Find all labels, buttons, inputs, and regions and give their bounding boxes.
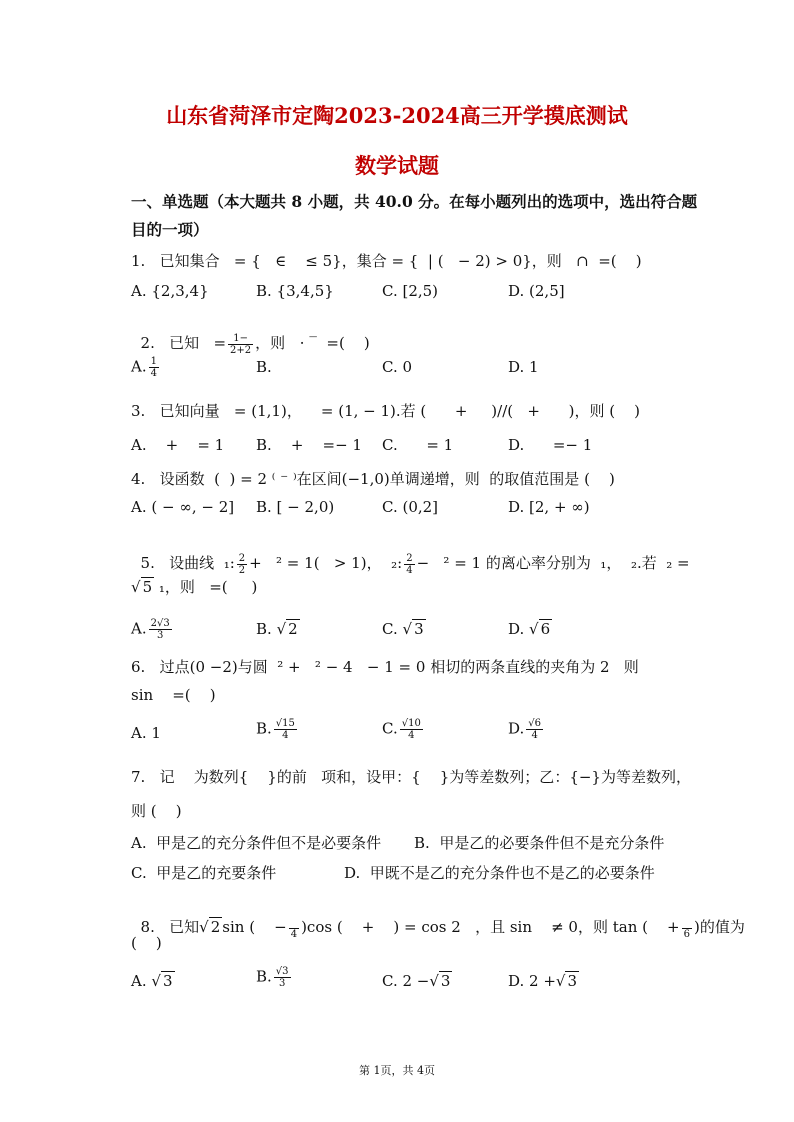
question-2-stem-b: ，则 ⋅ ‾ =( ) — [255, 334, 370, 352]
page-footer: 第 1页，共 4页 — [359, 1064, 435, 1077]
question-7-option-a: A. 甲是乙的充分条件但不是必要条件 — [131, 834, 382, 852]
question-3-stem: 3. 已知向量 = (1,1)， = (1, − 1).若 ( + )//( + )，则 ( ) — [131, 402, 640, 420]
question-8-option-c: C. 2 −√ 3 — [382, 972, 451, 990]
question-4-option-c: C. (0,2] — [382, 498, 439, 516]
question-7-option-b: B. 甲是乙的必要条件但不是充分条件 — [414, 834, 665, 852]
question-4-option-b: B. [ − 2,0) — [256, 498, 335, 516]
question-3-option-d: D. =− 1 — [508, 436, 593, 454]
question-7-stem: 7. 记 为数列{ }的前 项和，设甲：{ }为等差数列；乙：{−}为等差数列， — [131, 768, 691, 786]
question-1-stem: 1. 已知集合 = { ∈ ≤ 5}，集合 = { | ( − 2) > 0}，则 ∩ =( ) — [131, 252, 642, 270]
question-5-stem: 5. 设曲线 ₁: $\frac{2}{2}$ + ² = 1( > 1)， ₂: $\frac{2}{4}$ − ² = 1 的离心率分别为 ₁， ₂.若 ₂ = — [140, 552, 690, 576]
question-5-option-a: A. $\frac{2√3}{3}$ — [131, 618, 170, 641]
page-title: 山东省菏泽市定陶2023-2024高三开学摸底测试 — [166, 103, 628, 128]
question-1-option-b: B. {3,4,5} — [256, 282, 334, 300]
question-3-option-a: A. + = 1 — [131, 436, 225, 454]
question-6-option-b: B. $\frac{√15}{4}$ — [256, 718, 295, 741]
question-8-stem: 8. 已知√ 2 sin ( − 4 )cos ( + ) = cos 2 ，且 sin ≠ 0，则 tan ( + 6 )的值为 — [140, 918, 745, 940]
question-2-fraction — [228, 333, 253, 356]
question-4-option-d: D. [2, + ∞) — [508, 498, 590, 516]
question-2-option-b: B. — [256, 358, 272, 376]
question-5-option-c: C. √ 3 — [382, 620, 424, 638]
question-5-option-b: B. √ 2 — [256, 620, 298, 638]
question-1-option-a: A. {2,3,4} — [131, 282, 209, 300]
question-3-option-b: B. + =− 1 — [256, 436, 362, 454]
question-6-stem-line2: sin =( ) — [131, 686, 216, 704]
question-5-stem-line2: √ 5 ₁，则 =( ) — [131, 578, 258, 596]
section-heading-cont: 目的一项） — [131, 220, 209, 239]
question-6-option-d: D. $\frac{√6}{4}$ — [508, 718, 541, 741]
question-2-option-d: D. 1 — [508, 358, 539, 376]
question-2-stem-a: 2. 已知 = — [140, 334, 227, 352]
question-5-option-d: D. √ 6 — [508, 620, 551, 638]
question-2-option-a: A. $\frac{1}{4}$ — [131, 356, 157, 379]
question-7-option-c: C. 甲是乙的充要条件 — [131, 864, 277, 882]
question-1-option-c: C. [2,5) — [382, 282, 439, 300]
question-7-option-d: D. 甲既不是乙的充分条件也不是乙的必要条件 — [344, 864, 655, 882]
question-6-option-c: C. $\frac{√10}{4}$ — [382, 718, 421, 741]
question-2-option-c: C. 0 — [382, 358, 413, 376]
question-1-option-d: D. (2,5] — [508, 282, 565, 300]
question-4-option-a: A. ( − ∞, − 2] — [131, 498, 235, 516]
question-6-stem: 6. 过点(0 −2)与圆 ² + ² − 4 − 1 = 0 相切的两条直线的夹角为 2 则 — [131, 658, 639, 676]
question-2-fraction-den: 2+2 — [230, 344, 252, 356]
page-subtitle: 数学试题 — [355, 153, 439, 178]
question-2-stem — [131, 314, 370, 356]
question-8-option-d: D. 2 +√ 3 — [508, 972, 578, 990]
question-2-fraction-num: 1− — [228, 333, 253, 345]
question-8-stem-line2: ( ) — [131, 934, 162, 952]
question-7-stem-line2: 则 ( ) — [131, 802, 182, 820]
question-4-stem: 4. 设函数 ( ) = 2 ⁽ ⁻ ⁾在区间(−1,0)单调递增，则 的取值范围是 ( ) — [131, 470, 615, 488]
question-6-option-a: A. 1 — [131, 724, 161, 742]
question-3-option-c: C. = 1 — [382, 436, 454, 454]
section-heading: 一、单选题（本大题共 8 小题，共 40.0 分。在每小题列出的选项中，选出符合题 — [131, 192, 698, 211]
question-8-option-b: B. $\frac{√3}{3}$ — [256, 966, 289, 989]
question-8-option-a: A. √ 3 — [131, 972, 173, 990]
